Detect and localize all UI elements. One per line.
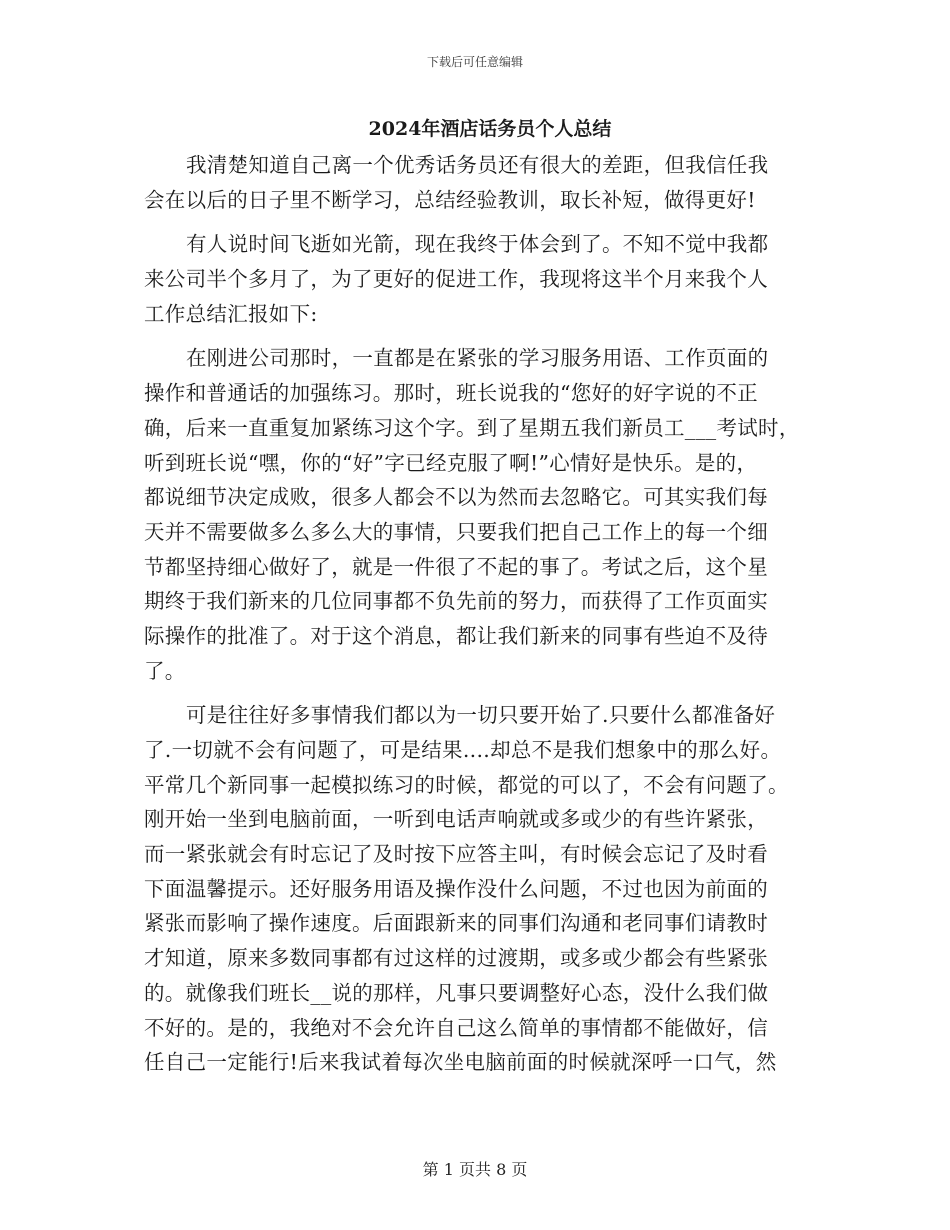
paragraph-4 [144, 698, 814, 1080]
text-line: 天并不需要做多么多么大的事情，只要我们把自己工作上的每一个细 [144, 519, 768, 544]
text-line: 可是往往好多事情我们都以为一切只要开始了.只要什么都准备好 [186, 703, 776, 728]
text-line: 期终于我们新来的几位同事都不负先前的努力，而获得了工作页面实 [144, 589, 768, 614]
text-line: 紧张而影响了操作速度。后面跟新来的同事们沟通和老同事们请教时 [144, 911, 768, 936]
text-line: 了。 [144, 658, 186, 683]
paragraph-2 [144, 227, 814, 331]
text-line: 的。就像我们班长__说的那样，凡事只要调整好心态，没什么我们做 [144, 980, 769, 1005]
text-line: 任自己一定能行!后来我试着每次坐电脑前面的时候就深呼一口气，然 [144, 1050, 777, 1075]
text-line: 不好的。是的，我绝对不会允许自己这么简单的事情都不能做好，信 [144, 1015, 768, 1040]
text-line: 在刚进公司那时，一直都是在紧张的学习服务用语、工作页面的 [186, 346, 769, 371]
text-line: 刚开始一坐到电脑前面，一听到电话声响就或多或少的有些许紧张， [144, 807, 768, 832]
text-line: 节都坚持细心做好了，就是一件很了不起的事了。考试之后，这个星 [144, 554, 768, 579]
text-line: 平常几个新同事一起模拟练习的时候，都觉的可以了，不会有问题了。 [144, 772, 789, 797]
text-line: 都说细节决定成败，很多人都会不以为然而去忽略它。可其实我们每 [144, 485, 768, 510]
text-line: 确，后来一直重复加紧练习这个字。到了星期五我们新员工___考试时， [144, 415, 800, 440]
document-title: 2024年酒店话务员个人总结 [368, 118, 612, 140]
text-line: 了.一切就不会有问题了，可是结果....却总不是我们想象中的那么好。 [144, 738, 782, 762]
document-body [144, 148, 814, 1080]
page-header: 下载后可任意编辑 [426, 55, 523, 69]
text-line: 有人说时间飞逝如光箭，现在我终于体会到了。不知不觉中我都 [186, 232, 769, 257]
text-line: 而一紧张就会有时忘记了及时按下应答主叫，有时候会忘记了及时看 [144, 842, 768, 867]
text-line: 才知道，原来多数同事都有过这样的过渡期，或多或少都会有些紧张 [144, 946, 768, 971]
paragraph-3 [144, 341, 814, 688]
text-line: 际操作的批准了。对于这个消息，都让我们新来的同事有些迫不及待 [144, 623, 768, 648]
text-line: 来公司半个多月了，为了更好的促进工作，我现将这半个月来我个人 [144, 267, 768, 292]
text-line: 下面温馨提示。还好服务用语及操作没什么问题，不过也因为前面的 [144, 876, 768, 901]
text-line: 听到班长说“嘿，你的“好”字已经克服了啊!”心情好是快乐。是的， [144, 450, 758, 475]
text-line: 我清楚知道自己离一个优秀话务员还有很大的差距，但我信任我 [186, 153, 769, 177]
text-line: 操作和普通话的加强练习。那时，班长说我的“您好的好字说的不正 [144, 381, 758, 406]
page-footer: 第 1 页共 8 页 [422, 1160, 528, 1179]
paragraph-1 [144, 148, 814, 217]
text-line: 工作总结汇报如下: [144, 301, 318, 326]
text-line: 会在以后的日子里不断学习，总结经验教训，取长补短，做得更好! [144, 187, 756, 212]
